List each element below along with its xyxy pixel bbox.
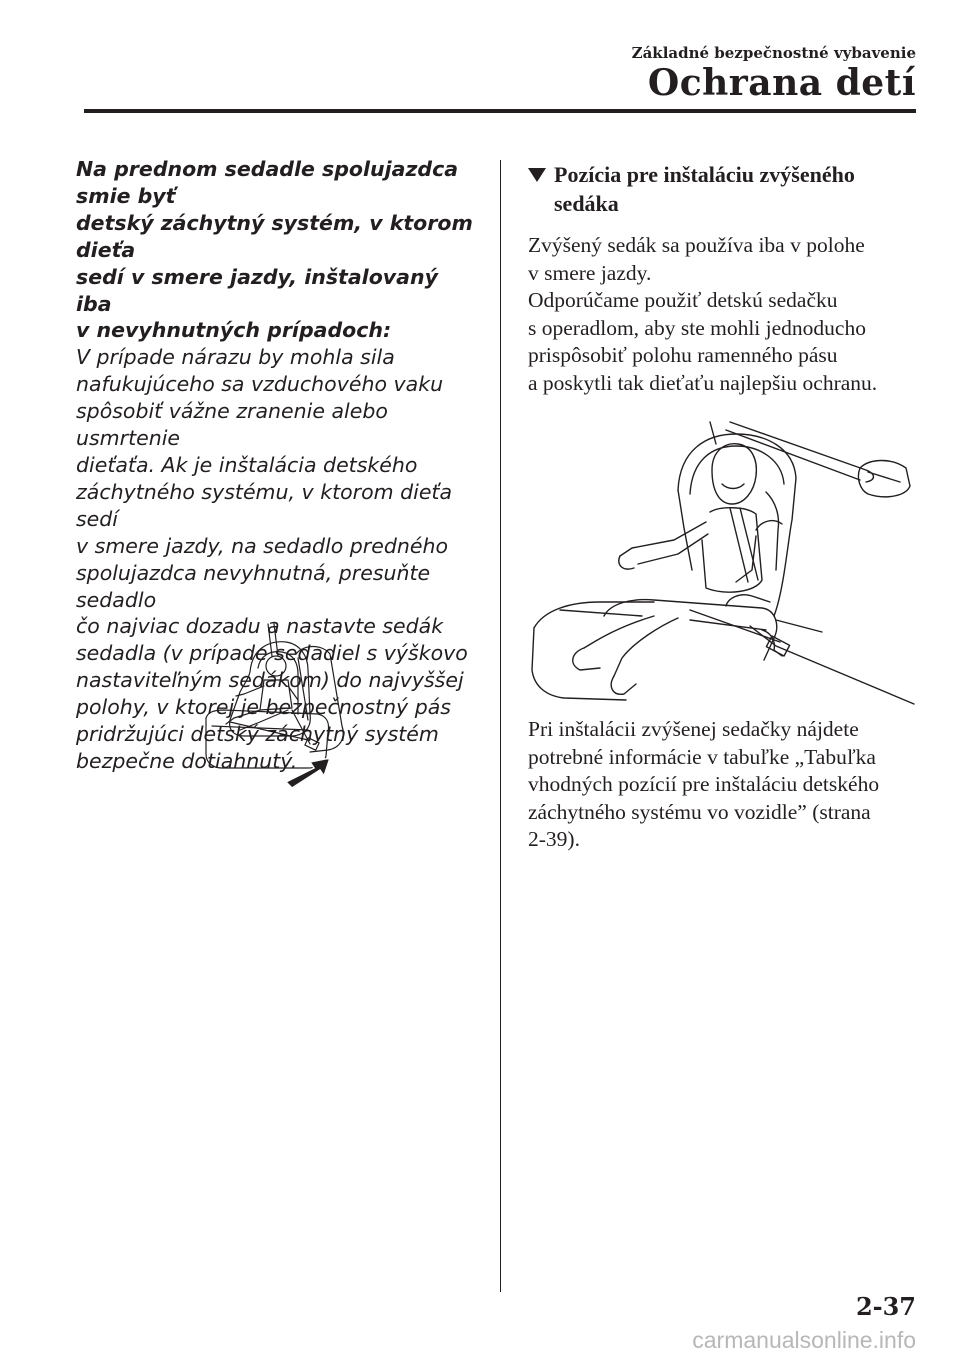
header-rule xyxy=(84,109,916,113)
paragraph-booster-usage: Zvýšený sedák sa používa iba v polohe v smere jazdy. Odporúčame použiť detskú sedačku s operadlom, aby ste mohli jednoducho prispôsobiť polohu ramenného pásu a poskytli tak dieťaťu najlepšiu ochranu. xyxy=(528,233,878,395)
booster-seat-illustration xyxy=(530,420,916,710)
header-section: Základné bezpečnostné vybavenie xyxy=(631,44,916,62)
sub-heading-text: Pozícia pre inštaláciu zvýšeného sedáka xyxy=(554,162,855,216)
warning-body: V prípade nárazu by mohla sila nafukujúceho sa vzduchového vaku spôsobiť vážne zranenie alebo usmrtenie dieťaťa. Ak je inštalácia detského záchytného systému, v ktorom dieťa sedí v smere jazdy, na sedadlo predného spolujazdca nevyhnutná, presuňte sedadlo čo najviac dozadu a nastavte sedák sedadla (v prípade sedadiel s výškovo nastaviteľným sedákom) do najvyššej polohy, v ktorej je bezpečnostný pás pridržujúci detský záchytný systém bezpečne dotiahnutý. xyxy=(76,345,468,773)
watermark: carmanualsonline.info xyxy=(692,1327,916,1353)
warning-heading: Na prednom sedadle spolujazdca smie byť detský záchytný systém, v ktorom dieťa sedí v smere jazdy, inštalovaný iba v nevyhnutných prípadoch: xyxy=(76,157,473,343)
right-column xyxy=(528,160,923,398)
page-number: 2-37 xyxy=(855,1292,916,1321)
paragraph-table-reference: Pri inštalácii zvýšenej sedačky nájdete potrebné informácie v tabuľke „Tabuľka vhodných pozícií pre inštaláciu detského záchytného systému vo vozidle” (strana 2-39). xyxy=(528,717,880,852)
child-seat-illustration xyxy=(200,622,360,792)
arrow-icon xyxy=(286,758,330,788)
sub-heading xyxy=(528,160,923,218)
page-title: Ochrana detí xyxy=(647,62,916,104)
column-divider xyxy=(500,160,501,1292)
triangle-down-icon xyxy=(528,168,546,182)
